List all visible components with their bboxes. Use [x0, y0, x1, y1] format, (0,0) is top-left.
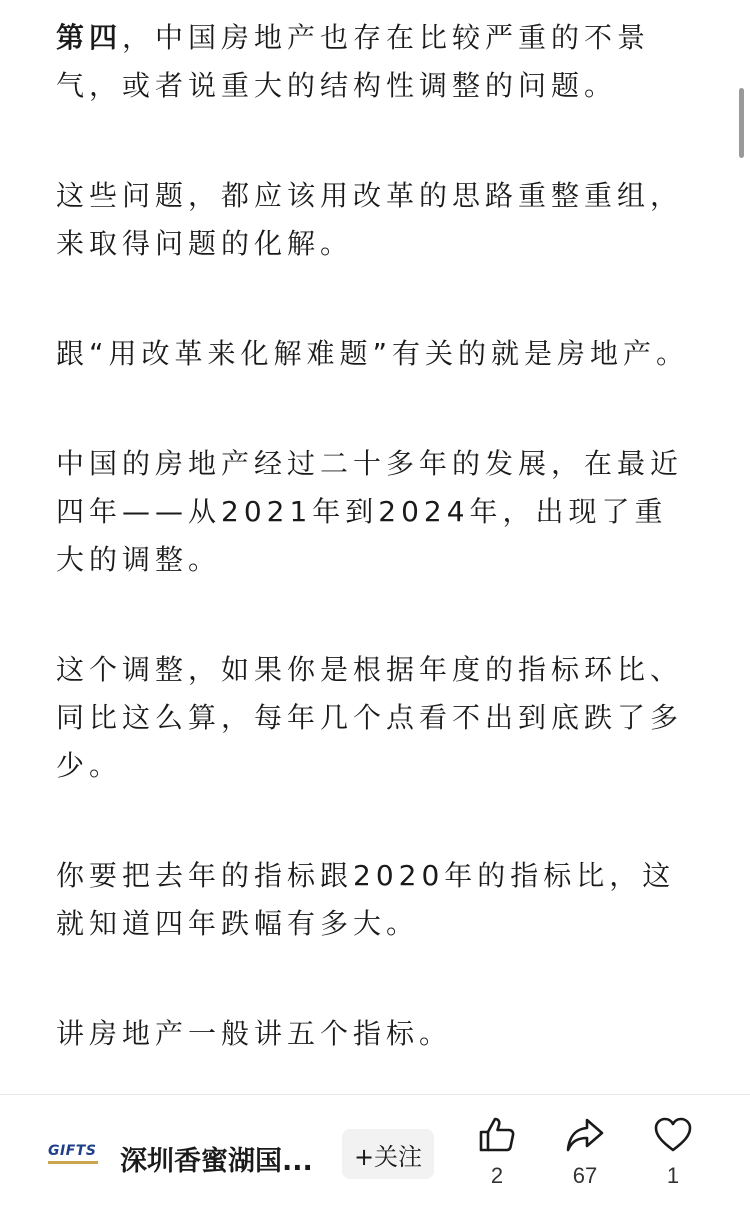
favorite-button[interactable]	[638, 1115, 708, 1189]
paragraph-7: 讲房地产一般讲五个指标。	[56, 1017, 453, 1050]
account-logo[interactable]	[48, 1143, 98, 1169]
paragraph-3: 跟“用改革来化解难题”有关的就是房地产。	[56, 337, 690, 370]
like-count: 2	[490, 1163, 504, 1188]
paragraph-5: 这个调整，如果你是根据年度的指标环比、同比这么算，每年几个点看不出到底跌了多少。	[56, 653, 684, 782]
paragraph-1	[56, 14, 696, 110]
logo-text: GIFTS	[48, 1143, 97, 1159]
logo-underline	[48, 1161, 98, 1164]
favorite-count: 1	[666, 1163, 680, 1188]
thumbs-up-icon	[477, 1115, 517, 1155]
scrollbar[interactable]	[739, 88, 744, 158]
account-name[interactable]: 深圳香蜜湖国...	[120, 1146, 313, 1177]
paragraph-1-text: ，中国房地产也存在比较严重的不景气，或者说重大的结构性调整的问题。	[56, 21, 651, 102]
paragraph-2: 这些问题，都应该用改革的思路重整重组，来取得问题的化解。	[56, 179, 684, 260]
paragraph-6: 你要把去年的指标跟2020年的指标比，这就知道四年跌幅有多大。	[56, 859, 676, 940]
like-button[interactable]	[462, 1115, 532, 1189]
share-arrow-icon	[565, 1115, 605, 1155]
follow-button[interactable]: +关注	[342, 1129, 434, 1179]
paragraph-1-lead: 第四	[56, 21, 123, 54]
paragraph-4: 中国的房地产经过二十多年的发展，在最近四年——从2021年到2024年，出现了重大的调整。	[56, 447, 684, 576]
share-button[interactable]	[550, 1115, 620, 1189]
heart-icon	[653, 1115, 693, 1155]
article-body	[56, 14, 696, 1058]
share-count: 67	[572, 1163, 598, 1188]
bottom-action-bar	[0, 1094, 750, 1207]
